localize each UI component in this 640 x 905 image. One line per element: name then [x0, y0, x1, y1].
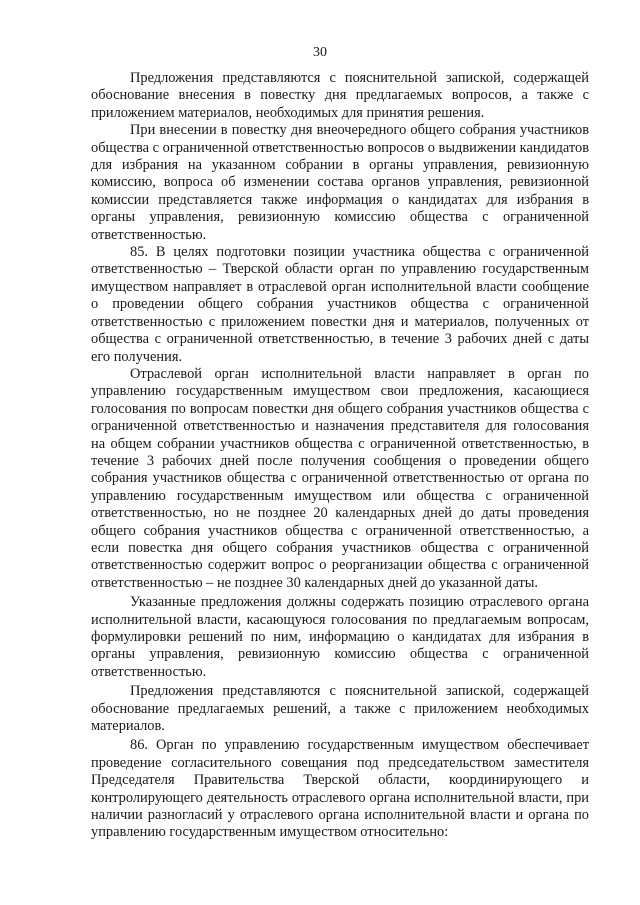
- paragraph-extraordinary-meeting: При внесении в повестку дня внеочередного общего собрания участников общества с ограниченной ответственностью вопросов о выдвижении кандидатов для избрания на указанном собрании в органы управления, ревизионную комиссию, вопроса об изменении состава органов управления, ревизионной комиссии представляется также информация о кандидатах для избрания в органы управления, ревизионную комиссию общества с ограниченной ответственностью.: [91, 122, 589, 243]
- page-number: 30: [313, 45, 327, 60]
- paragraph-proposals-note: Предложения представляются с пояснительной запиской, содержащей обоснование внесения в повестку дня предлагаемых вопросов, а также с приложением материалов, необходимых для принятия решения.: [91, 70, 589, 121]
- paragraph-sector-proposals: Отраслевой орган исполнительной власти направляет в орган по управлению государственным имуществом свои предложения, касающиеся голосования по вопросам повестки дня общего собрания участников общества с ограниченной ответственностью и назначения представителя для голосования на общем собрании участников общества с ограниченной ответственностью, в течение 3 рабочих дней после получения сообщения о проведении общего собрания участников общества с ограниченной ответственностью от органа по управлению государственным имуществом или общества с ограниченной ответственностью, но не позднее 20 календарных дней до даты проведения общего собрания участников общества с ограниченной ответственностью, а если повестка дня общего собрания участников общества с ограниченной ответственностью содержит вопрос о реорганизации общества с ограниченной ответственностью – не позднее 30 календарных дней до указанной даты.: [91, 365, 589, 591]
- document-body: [91, 70, 589, 842]
- paragraph-explanatory-note: Предложения представляются с пояснительной запиской, содержащей обоснование предлагаемых решений, а также с приложением необходимых материалов.: [91, 683, 589, 735]
- paragraph-85: 85. В целях подготовки позиции участника общества с ограниченной ответственностью – Тверской области орган по управлению государственным имуществом направляет в отраслевой орган исполнительной власти сообщение о проведении общего собрания участников общества с ограниченной ответственностью с приложением повестки дня и материалов, полученных от общества с ограниченной ответственностью, в течение 3 рабочих дней с даты его получения.: [91, 244, 589, 365]
- paragraph-86: 86. Орган по управлению государственным имуществом обеспечивает проведение согласительного совещания под председательством заместителя Председателя Правительства Тверской области, координирующего и контролирующего деятельность отраслевого органа исполнительной власти, при наличии разногласий у отраслевого органа исполнительной власти и органа по управлению государственным имуществом относительно:: [91, 737, 589, 841]
- paragraph-proposals-content: Указанные предложения должны содержать позицию отраслевого органа исполнительной власти, касающуюся голосования по предлагаемым вопросам, формулировки решений по ним, информацию о кандидатах для избрания в органы управления, ревизионную комиссию общества с ограниченной ответственностью.: [91, 594, 589, 680]
